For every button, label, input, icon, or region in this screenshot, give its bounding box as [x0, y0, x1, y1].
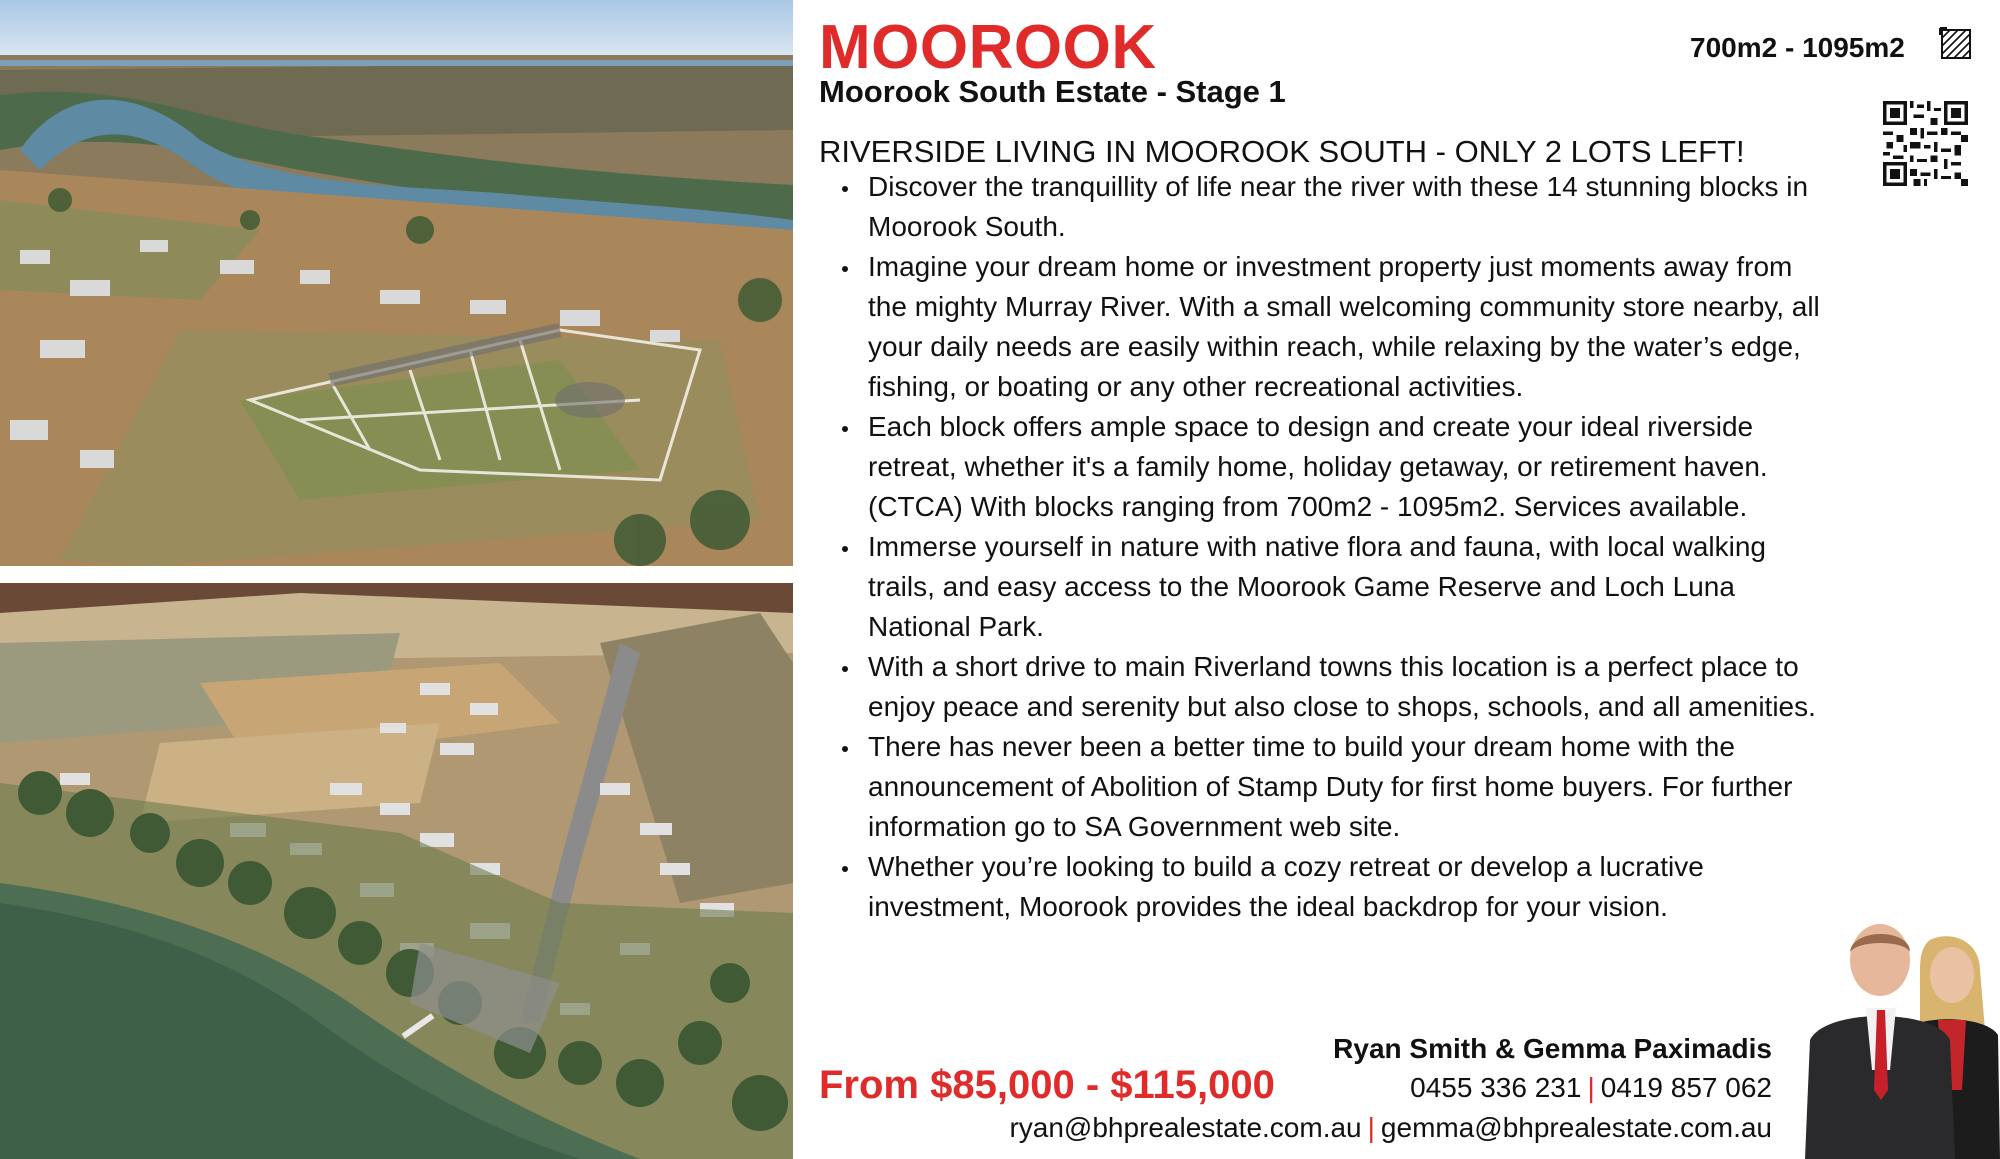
- phone-link-gemma[interactable]: 0419 857 062: [1600, 1072, 1772, 1103]
- feature-item: Discover the tranquillity of life near the river with these 14 stunning blocks in Moorook South.: [819, 167, 1839, 247]
- feature-list: [819, 167, 1839, 927]
- email-link-ryan[interactable]: ryan@bhprealestate.com.au: [1009, 1112, 1362, 1143]
- land-size-range: 700m2 - 1095m2: [1690, 32, 1905, 63]
- headline: RIVERSIDE LIVING IN MOOROOK SOUTH - ONLY 2 LOTS LEFT!: [819, 134, 1745, 169]
- listing-title: MOOROOK: [819, 13, 1157, 82]
- aerial-photo-town-and-river: [0, 583, 793, 1159]
- separator: |: [1367, 1112, 1375, 1143]
- separator: |: [1587, 1072, 1595, 1103]
- land-area-icon: [1939, 27, 1973, 61]
- aerial-photo-riverside-estate: [0, 0, 793, 566]
- agent-names: Ryan Smith & Gemma Paximadis: [1333, 1033, 1772, 1064]
- price-range: From $85,000 - $115,000: [819, 1063, 1275, 1107]
- email-addresses: [1009, 1110, 1772, 1146]
- feature-item: Each block offers ample space to design and create your ideal riverside retreat, whether it's a family home, holiday getaway, or retirement haven. (CTCA) With blocks ranging from 700m2 - 1095m2. Services available.: [819, 407, 1839, 527]
- feature-item: There has never been a better time to build your dream home with the announcement of Abolition of Stamp Duty for first home buyers. For further information go to SA Government web site.: [819, 727, 1839, 847]
- phone-link-ryan[interactable]: 0455 336 231: [1410, 1072, 1582, 1103]
- feature-item: With a short drive to main Riverland towns this location is a perfect place to enjoy peace and serenity but also close to shops, schools, and all amenities.: [819, 647, 1839, 727]
- qr-code[interactable]: [1883, 101, 1968, 186]
- phone-numbers: [1410, 1070, 1772, 1106]
- feature-item: Whether you’re looking to build a cozy retreat or develop a lucrative investment, Moorook provides the ideal backdrop for your vision.: [819, 847, 1839, 927]
- feature-item: Immerse yourself in nature with native flora and fauna, with local walking trails, and easy access to the Moorook Game Reserve and Loch Luna National Park.: [819, 527, 1839, 647]
- estate-subtitle: Moorook South Estate - Stage 1: [819, 74, 1286, 109]
- agents-portrait: [1780, 920, 2000, 1159]
- email-link-gemma[interactable]: gemma@bhprealestate.com.au: [1380, 1112, 1772, 1143]
- feature-item: Imagine your dream home or investment property just moments away from the mighty Murray River. With a small welcoming community store nearby, all your daily needs are easily within reach, while relaxing by the water’s edge, fishing, or boating or any other recreational activities.: [819, 247, 1839, 407]
